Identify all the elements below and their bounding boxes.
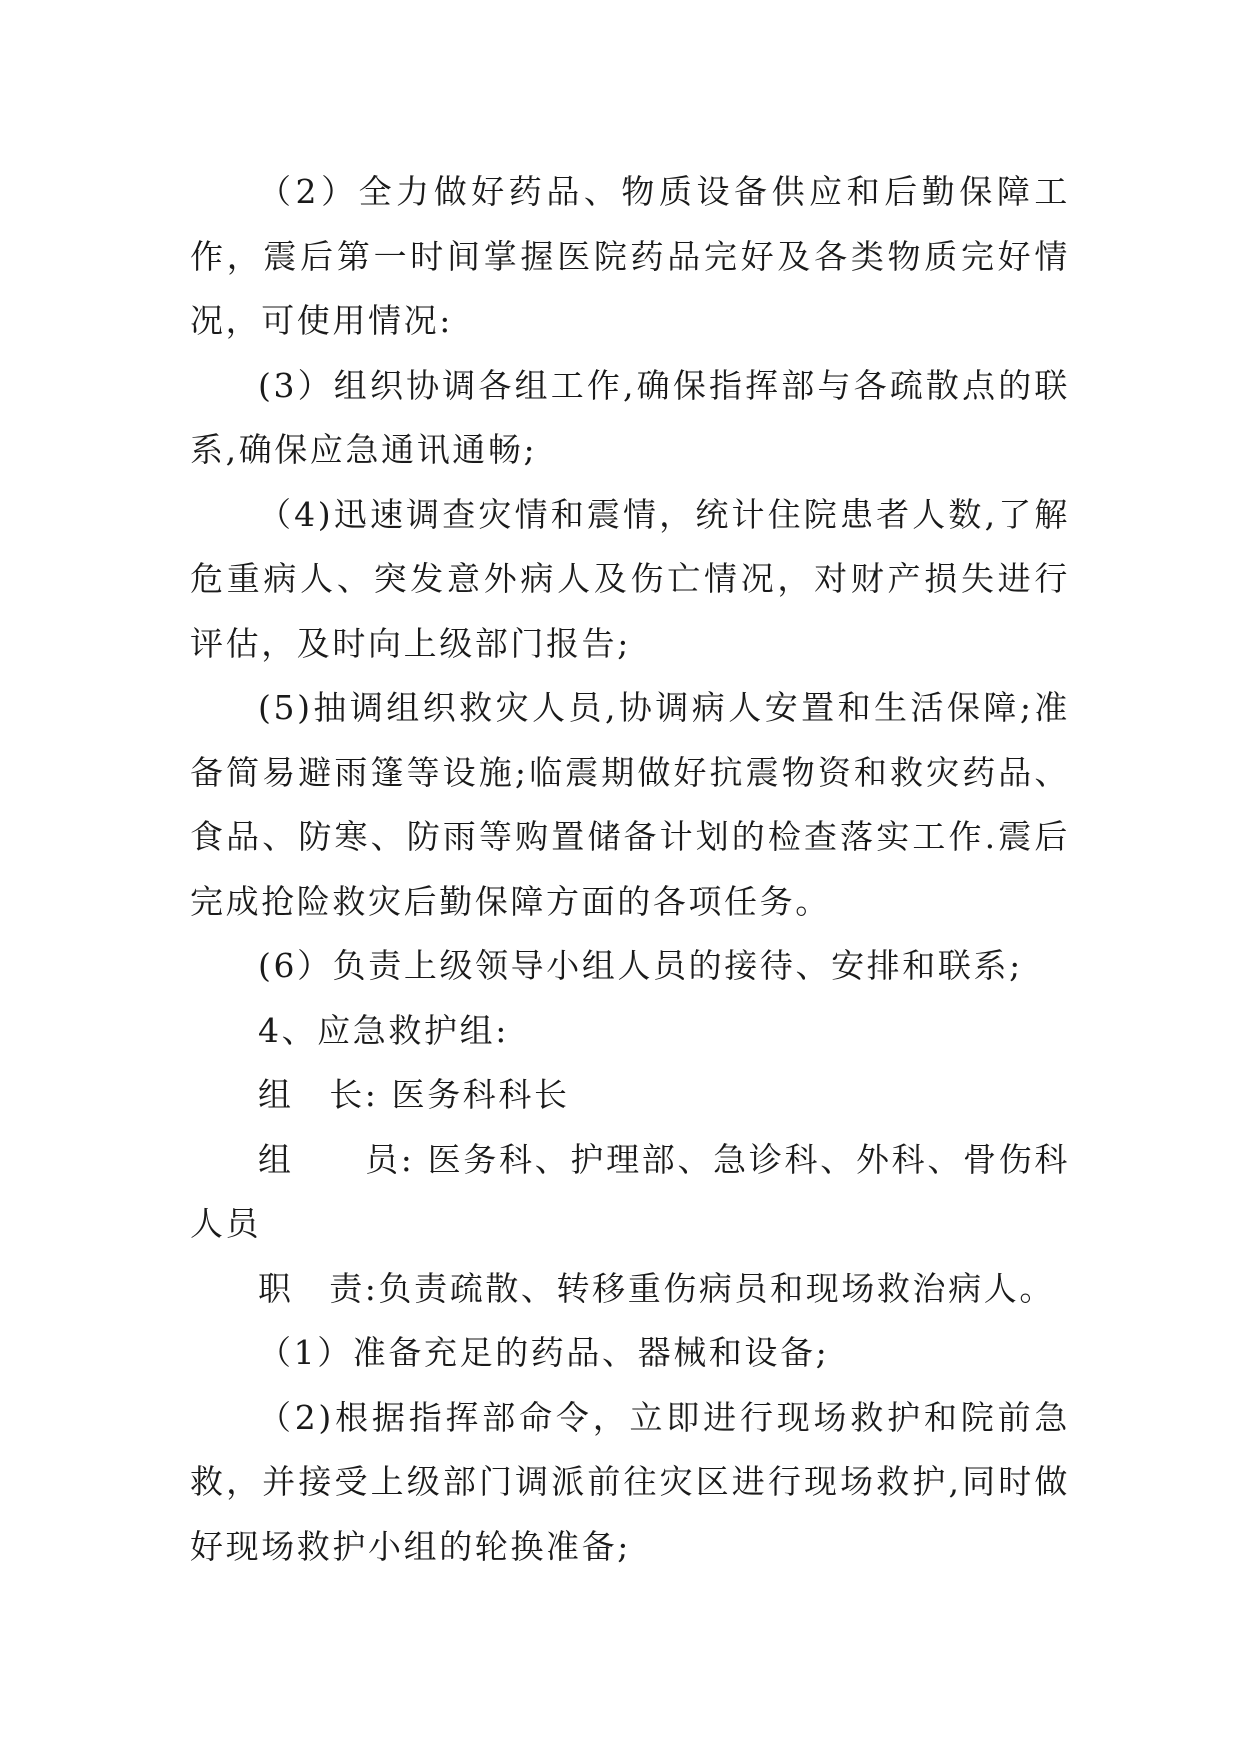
paragraph-onsite-rescue: （2)根据指挥部命令，立即进行现场救护和院前急救，并接受上级部门调派前往灾区进行现场救护,同时做好现场救护小组的轮换准备; [190,1397,1070,1566]
group-leader-line: 组 长: 医务科科长 [258,1075,570,1114]
paragraph-reception: (6）负责上级领导小组人员的接待、安排和联系; [258,946,1023,985]
duties-line: 职 责:负责疏散、转移重伤病员和现场救治病人。 [258,1268,1055,1308]
paragraph-prepare-supplies: （1）准备充足的药品、器械和设备; [258,1333,830,1372]
document-body [190,160,1070,1579]
paragraph-disaster-survey: （4)迅速调查灾情和震情，统计住院患者人数,了解危重病人、突发意外病人及伤亡情况，对财产损失进行评估，及时向上级部门报告; [190,494,1070,663]
paragraph-logistics-supply: （2）全力做好药品、物质设备供应和后勤保障工作，震后第一时间掌握医院药品完好及各类物质完好情况，可使用情况: [190,172,1070,340]
group-members-line: 组 员: 医务科、护理部、急诊科、外科、骨伤科人员 [190,1139,1070,1243]
paragraph-rescue-staffing: (5)抽调组织救灾人员,协调病人安置和生活保障;准备简易避雨篷等设施;临震期做好抗震物资和救灾药品、食品、防寒、防雨等购置储备计划的检查落实工作.震后完成抢险救灾后勤保障方面的各项任务。 [190,688,1070,921]
section-heading-emergency-rescue: 4、应急救护组: [258,1010,509,1050]
paragraph-coordination: (3）组织协调各组工作,确保指挥部与各疏散点的联系,确保应急通讯通畅; [190,365,1070,469]
